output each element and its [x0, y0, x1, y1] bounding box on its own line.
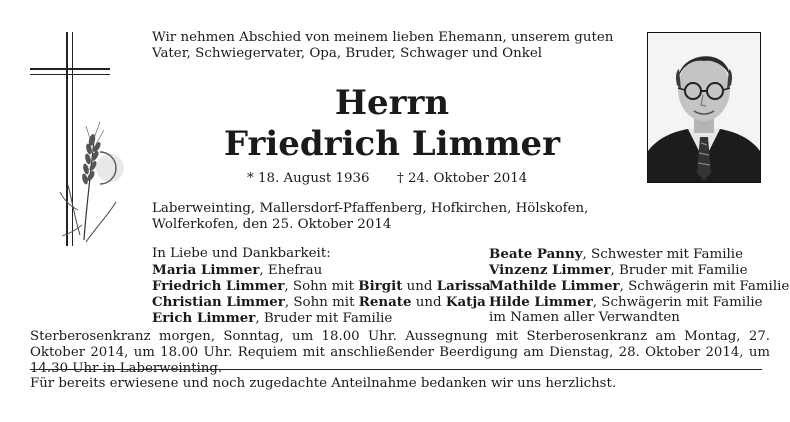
mourner-name: Birgit [358, 278, 403, 294]
mourner-closing: im Namen aller Verwandten [489, 310, 680, 325]
mourner-name: Katja [445, 294, 486, 310]
mourner-line [152, 262, 491, 278]
salutation: Herrn [334, 83, 450, 123]
mourner-relation: , Sohn mit [284, 279, 359, 294]
mourner-intro: In Liebe und Dankbarkeit: [152, 246, 331, 261]
mourner-line [489, 246, 789, 262]
mourner-relation: , Schwägerin mit Familie [619, 279, 790, 294]
mourner-conjunction: und [402, 279, 437, 294]
mourner-relation: , Bruder mit Familie [255, 311, 393, 326]
mourner-name: Hilde Limmer [489, 294, 593, 310]
deceased-name: Friedrich Limmer [223, 124, 561, 164]
mourner-relation: , Schwägerin mit Familie [592, 295, 763, 310]
service-details: Sterberosenkranz morgen, Sonntag, um 18.00 Uhr. Aussegnung mit Sterberosenkranz am Montag, 27. Oktober 2014, um 18.00 Uhr. Requiem mit anschließender Beerdigung am Dienstag, 28. Oktober 2014, um 14.30 Uhr in Laberweinting. [30, 329, 770, 376]
mourner-line [489, 294, 789, 310]
mourner-line [152, 278, 491, 294]
mourner-name: Maria Limmer [152, 262, 260, 278]
mourner-name: Renate [358, 294, 412, 310]
mourner-name: Mathilde Limmer [489, 278, 620, 294]
mourner-line [152, 310, 491, 326]
mourner-name: Vinzenz Limmer [489, 262, 611, 278]
mourner-line [489, 278, 789, 294]
divider-line [30, 369, 762, 370]
birth-date: * 18. August 1936 [247, 171, 370, 186]
mourner-relation: , Ehefrau [259, 263, 323, 278]
mourner-name: Larissa [436, 278, 491, 294]
mourner-relation: , Schwester mit Familie [582, 247, 744, 262]
mourners-right [489, 246, 789, 326]
cross-wheat-emblem [28, 30, 128, 248]
mourner-name: Beate Panny [489, 246, 583, 262]
mourner-line [152, 294, 491, 310]
mourner-line [489, 262, 789, 278]
mourner-name: Friedrich Limmer [152, 278, 285, 294]
mourner-relation: , Sohn mit [284, 295, 359, 310]
intro-text: Wir nehmen Abschied von meinem lieben Ehemann, unserem guten Vater, Schwiegervater, Opa, Bruder, Schwager und Onkel [152, 30, 614, 61]
portrait-photo [647, 32, 761, 183]
mourner-relation: , Bruder mit Familie [610, 263, 748, 278]
mourner-name: Erich Limmer [152, 310, 256, 326]
mourner-name: Christian Limmer [152, 294, 285, 310]
death-date: † 24. Oktober 2014 [397, 171, 528, 186]
place-date: Laberweinting, Mallersdorf-Pfaffenberg, Hofkirchen, Hölskofen, Wolferkofen, den 25. Oktober 2014 [152, 201, 589, 232]
mourners-left [152, 246, 491, 326]
mourner-conjunction: und [411, 295, 446, 310]
thanks-text: Für bereits erwiesene und noch zugedachte Anteilnahme bedanken wir uns herzlichst. [30, 376, 617, 391]
